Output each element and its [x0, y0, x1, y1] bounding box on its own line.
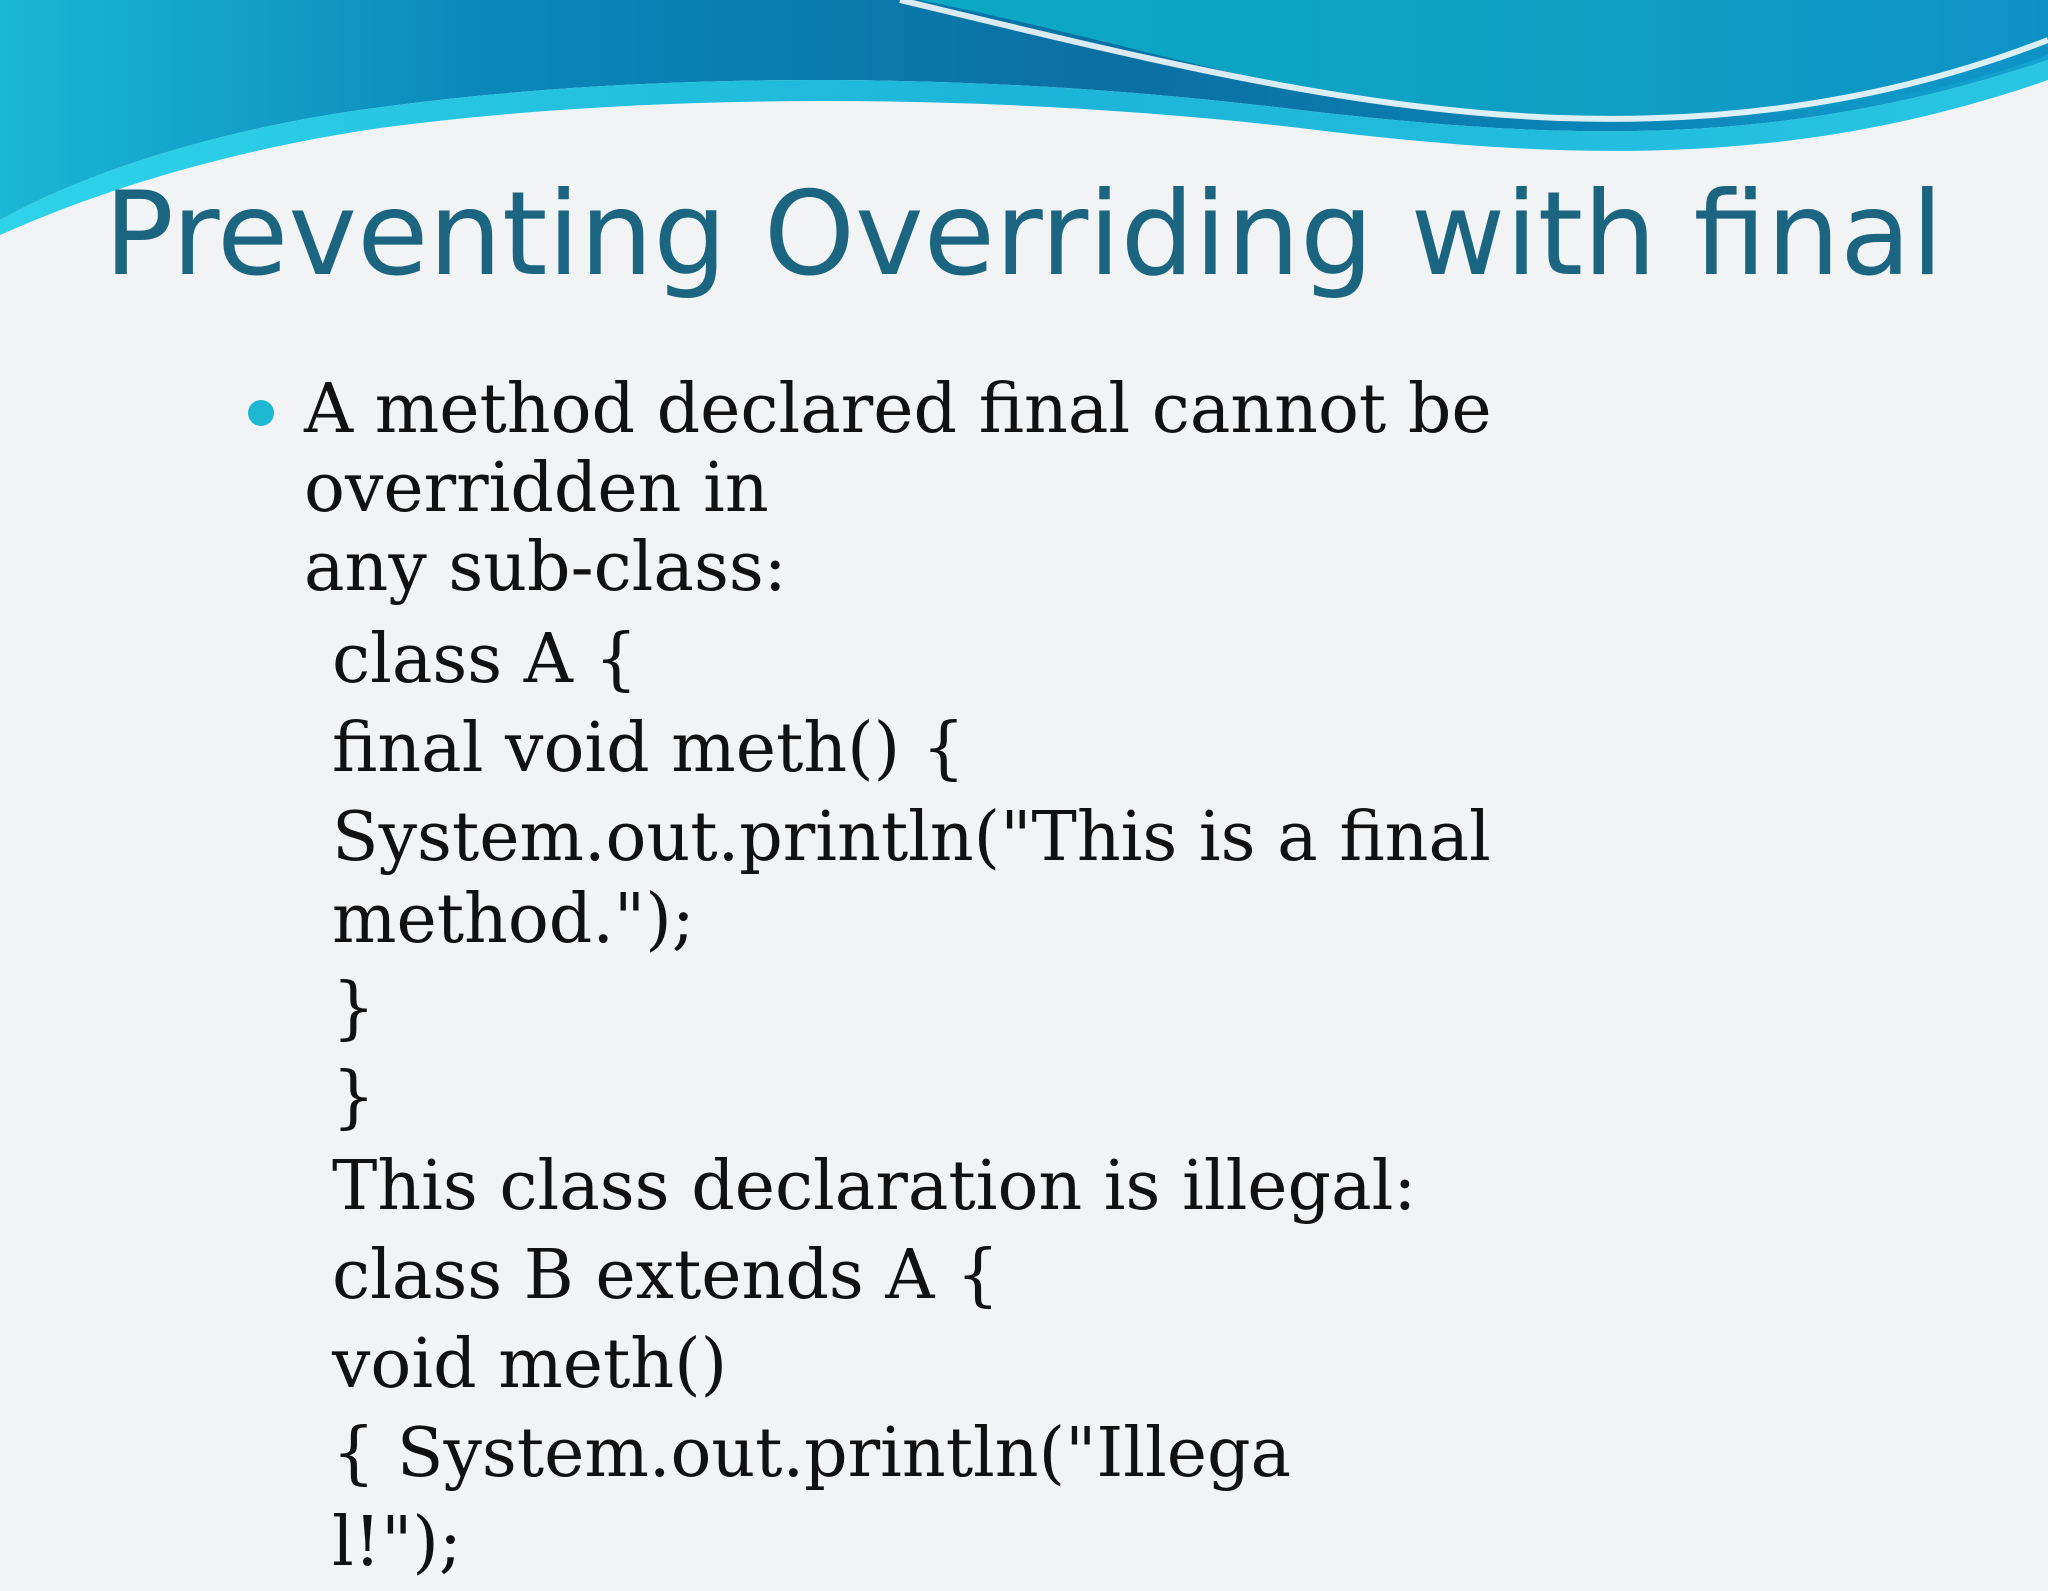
bullet-line: any sub-class: — [304, 528, 787, 607]
bullet-text — [304, 370, 1666, 607]
slide-body — [246, 370, 1666, 1591]
code-line: This class declaration is illegal: — [332, 1147, 1417, 1226]
code-line: { System.out.println("Illega — [332, 1414, 1292, 1493]
code-block — [246, 619, 1666, 1584]
bullet-line: overridden in — [304, 449, 769, 528]
code-line: } — [332, 969, 376, 1048]
bullet-item — [246, 370, 1666, 607]
code-line: final void meth() { — [332, 709, 966, 788]
bullet-line: A method declared final cannot be — [304, 370, 1492, 449]
slide-title: Preventing Overriding with final — [104, 167, 1944, 302]
code-line: System.out.println("This is a final — [332, 798, 1491, 877]
code-line: l!"); — [332, 1503, 462, 1582]
code-line: method."); — [332, 880, 695, 959]
code-line: class A { — [332, 620, 638, 699]
code-line: } — [332, 1058, 376, 1137]
bullet-dot-icon — [248, 400, 274, 426]
code-line: void meth() — [332, 1325, 728, 1404]
code-line: class B extends A { — [332, 1236, 1000, 1315]
